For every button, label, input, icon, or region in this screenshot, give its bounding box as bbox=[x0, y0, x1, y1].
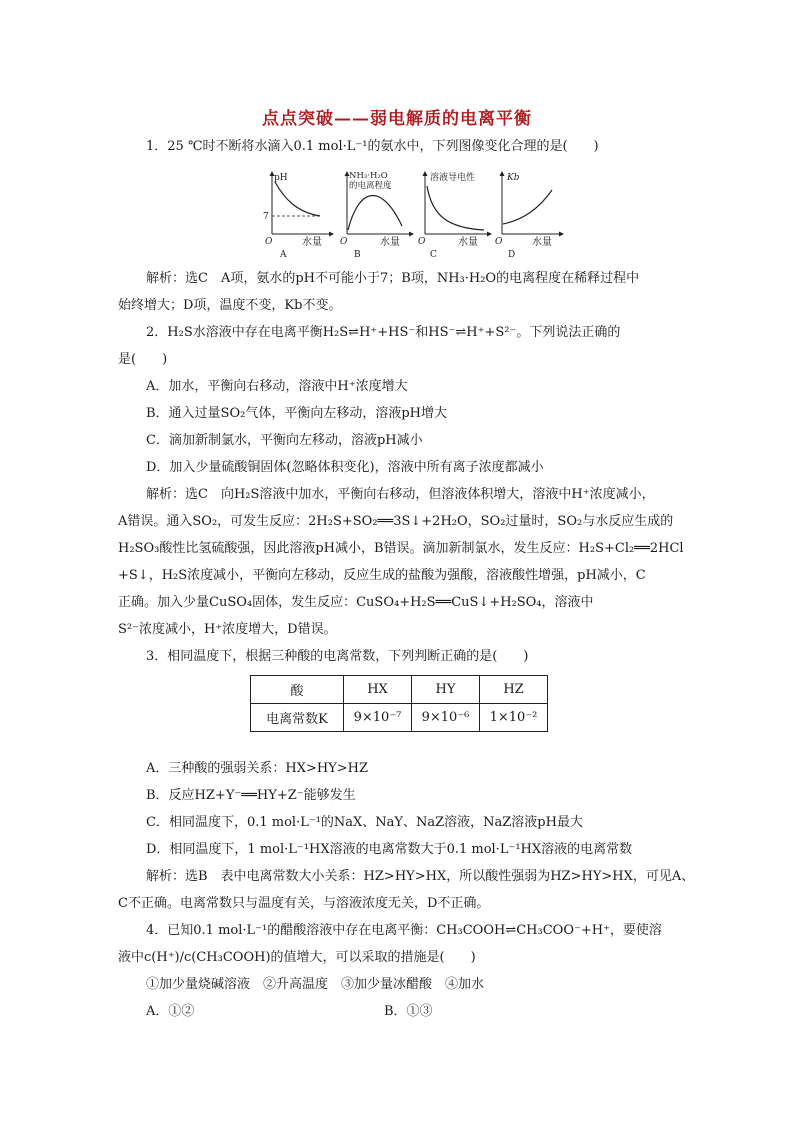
q4-option-b: B．①③ bbox=[384, 1004, 433, 1019]
graph-c-origin: O bbox=[418, 237, 426, 247]
table-header-cell: HY bbox=[412, 676, 480, 704]
q4-stem-line-1: 4．已知0.1 mol·L⁻¹的醋酸溶液中存在电离平衡：CH₃COOH⇌CH₃COO⁻+H⁺，要使溶 bbox=[146, 923, 662, 938]
graph-d-ylabel: Kb bbox=[507, 173, 520, 183]
q1-analysis-line-1: 解析：选C A项，氨水的pH不可能小于7；B项，NH₃·H₂O的电离程度在稀释过程中 bbox=[146, 271, 640, 286]
q3-option-a: A．三种酸的强弱关系：HX>HY>HZ bbox=[146, 761, 369, 776]
graph-b-ylabel-1: NH₃·H₂O bbox=[349, 171, 388, 181]
q4-measures: ①加少量烧碱溶液 ②升高温度 ③加少量冰醋酸 ④加水 bbox=[146, 977, 485, 992]
graph-a-letter: A bbox=[280, 250, 287, 260]
graph-c-letter: C bbox=[430, 250, 437, 260]
table-header-cell: 酸 bbox=[251, 676, 344, 704]
graph-d-letter: D bbox=[508, 250, 516, 260]
graph-d bbox=[495, 171, 564, 260]
graph-b-letter: B bbox=[354, 250, 361, 260]
q2-option-c: C．滴加新制氯水，平衡向左移动，溶液pH减小 bbox=[146, 433, 423, 448]
table-row bbox=[251, 676, 548, 704]
graph-b-ylabel-2: 的电离程度 bbox=[349, 181, 392, 191]
q2-analysis-line-1: 解析：选C 向H₂S溶液中加水，平衡向右移动，但溶液体积增大，溶液中H⁺浓度减小， bbox=[146, 487, 655, 502]
q4-option-a: A．①② bbox=[146, 1004, 195, 1019]
graph-d-xlabel: 水量 bbox=[532, 237, 552, 248]
table-cell: 9×10⁻⁶ bbox=[412, 704, 480, 732]
q2-option-d: D．加入少量硫酸铜固体(忽略体积变化)，溶液中所有离子浓度都减小 bbox=[146, 460, 544, 475]
q2-analysis-line-3: H₂SO₃酸性比氢硫酸强，因此溶液pH减小，B错误。滴加新制氯水，发生反应：H₂S+Cl₂══2HCl bbox=[118, 541, 684, 556]
table-cell: 9×10⁻⁷ bbox=[344, 704, 412, 732]
q2-analysis-line-5: 正确。加入少量CuSO₄固体，发生反应：CuSO₄+H₂S══CuS↓+H₂SO₄，溶液中 bbox=[118, 595, 594, 610]
q3-analysis-line-1: 解析：选B 表中电离常数大小关系：HZ>HY>HX，所以酸性强弱为HZ>HY>HX，可见A、 bbox=[146, 869, 695, 884]
q3-option-b: B．反应HZ+Y⁻══HY+Z⁻能够发生 bbox=[146, 788, 356, 803]
q3-option-d: D．相同温度下，1 mol·L⁻¹HX溶液的电离常数大于0.1 mol·L⁻¹HX溶液的电离常数 bbox=[146, 842, 633, 857]
graph-b bbox=[340, 171, 414, 260]
q2-option-b: B．通入过量SO₂气体，平衡向左移动，溶液pH增大 bbox=[146, 406, 447, 421]
graph-a bbox=[263, 171, 334, 260]
table-cell: 1×10⁻² bbox=[480, 704, 548, 732]
table-header-cell: HZ bbox=[480, 676, 548, 704]
table-header-cell: HX bbox=[344, 676, 412, 704]
graph-b-xlabel: 水量 bbox=[380, 237, 400, 248]
q2-option-a: A．加水，平衡向右移动，溶液中H⁺浓度增大 bbox=[146, 379, 408, 394]
graph-c-xlabel: 水量 bbox=[458, 237, 478, 248]
graph-d-origin: O bbox=[495, 237, 503, 247]
graph-c-ylabel: 溶液导电性 bbox=[430, 173, 476, 183]
q2-analysis-line-6: S²⁻浓度减小，H⁺浓度增大，D错误。 bbox=[118, 622, 337, 637]
q4-stem-line-2: 液中c(H⁺)/c(CH₃COOH)的值增大，可以采取的措施是( ) bbox=[118, 950, 476, 965]
q1-analysis-line-2: 始终增大；D项，温度不变，Kb不变。 bbox=[118, 298, 342, 313]
graph-a-mark: 7 bbox=[263, 212, 269, 222]
table-row bbox=[251, 704, 548, 732]
q2-stem-line-1: 2．H₂S水溶液中存在电离平衡H₂S⇌H⁺+HS⁻和HS⁻⇌H⁺+S²⁻。下列说法正确的 bbox=[146, 325, 621, 340]
q1-graph-set bbox=[262, 168, 562, 260]
q3-option-c: C．相同温度下，0.1 mol·L⁻¹的NaX、NaY、NaZ溶液，NaZ溶液pH最大 bbox=[146, 815, 583, 830]
q1-stem: 1．25 ℃时不断将水滴入0.1 mol·L⁻¹的氨水中，下列图像变化合理的是( ) bbox=[146, 139, 599, 154]
graph-c bbox=[418, 171, 492, 260]
graph-b-origin: O bbox=[340, 237, 348, 247]
graph-a-xlabel: 水量 bbox=[302, 237, 322, 248]
q2-stem-line-2: 是( ) bbox=[118, 352, 168, 367]
acid-constant-table bbox=[250, 675, 548, 732]
q2-analysis-line-2: A错误。通入SO₂，可发生反应：2H₂S+SO₂══3S↓+2H₂O，SO₂过量时，SO₂与水反应生成的 bbox=[118, 514, 674, 529]
graph-a-origin: O bbox=[265, 237, 273, 247]
q3-stem: 3．相同温度下，根据三种酸的电离常数，下列判断正确的是( ) bbox=[146, 649, 529, 664]
page-title: 点点突破——弱电解质的电离平衡 bbox=[262, 109, 532, 129]
table-cell: 电离常数K bbox=[251, 704, 344, 732]
q1-graphs bbox=[262, 168, 562, 260]
q2-analysis-line-4: +S↓，H₂S浓度减小，平衡向左移动，反应生成的盐酸为强酸，溶液酸性增强，pH减小，C bbox=[118, 568, 646, 583]
graph-a-ylabel: pH bbox=[274, 173, 288, 183]
q3-analysis-line-2: C不正确。电离常数只与温度有关，与溶液浓度无关，D不正确。 bbox=[118, 896, 490, 911]
